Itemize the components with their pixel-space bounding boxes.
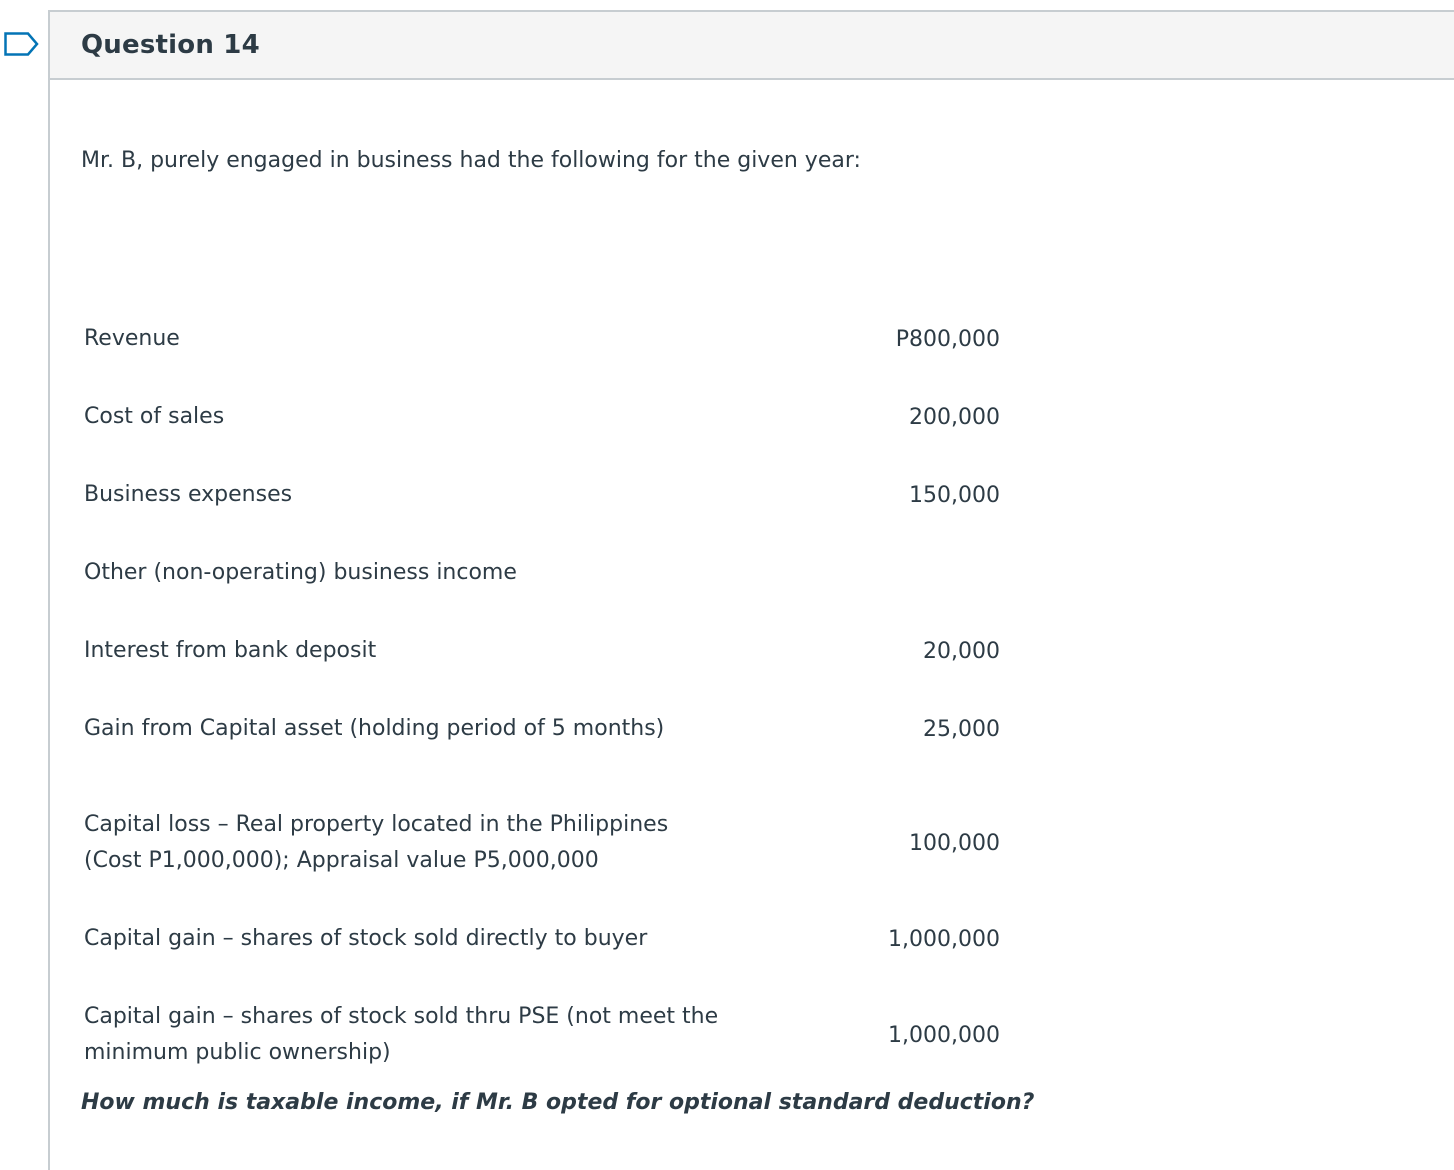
table-row [84, 633, 1000, 669]
row-label: Cost of sales [84, 404, 225, 429]
table-row [84, 711, 1000, 747]
row-label: Gain from Capital asset (holding period of 5 months) [84, 716, 665, 741]
table-row [84, 321, 1000, 357]
question-header [50, 12, 1454, 80]
row-value: 25,000 [923, 716, 1000, 742]
row-label: Revenue [84, 326, 180, 351]
row-label: Capital gain – shares of stock sold directly to buyer [84, 926, 648, 951]
row-value: 1,000,000 [888, 926, 1000, 952]
table-row [84, 921, 1000, 957]
row-label: Capital loss – Real property located in the Philippines (Cost P1,000,000); Appraisal value P5,000,000 [84, 812, 669, 873]
row-value: 1,000,000 [888, 1022, 1000, 1048]
table-row [84, 807, 1000, 879]
row-value: 150,000 [909, 482, 1000, 508]
question-card [48, 10, 1454, 1170]
table-row [84, 477, 1000, 513]
row-value: 20,000 [923, 638, 1000, 664]
question-title: Question 14 [81, 30, 260, 60]
row-value: 200,000 [909, 404, 1000, 430]
row-label: Other (non-operating) business income [84, 560, 517, 585]
question-intro: Mr. B, purely engaged in business had the following for the given year: [81, 148, 861, 173]
row-value: P800,000 [895, 326, 1000, 352]
table-row [84, 555, 1000, 591]
row-label: Capital gain – shares of stock sold thru PSE (not meet the minimum public ownership) [84, 1004, 719, 1065]
row-value: 100,000 [909, 830, 1000, 856]
question-prompt: How much is taxable income, if Mr. B opted for optional standard deduction? [81, 1090, 1035, 1115]
row-label: Business expenses [84, 482, 293, 507]
table-row [84, 999, 1000, 1071]
flag-question-icon[interactable] [4, 32, 40, 56]
row-label: Interest from bank deposit [84, 638, 377, 663]
table-row [84, 399, 1000, 435]
